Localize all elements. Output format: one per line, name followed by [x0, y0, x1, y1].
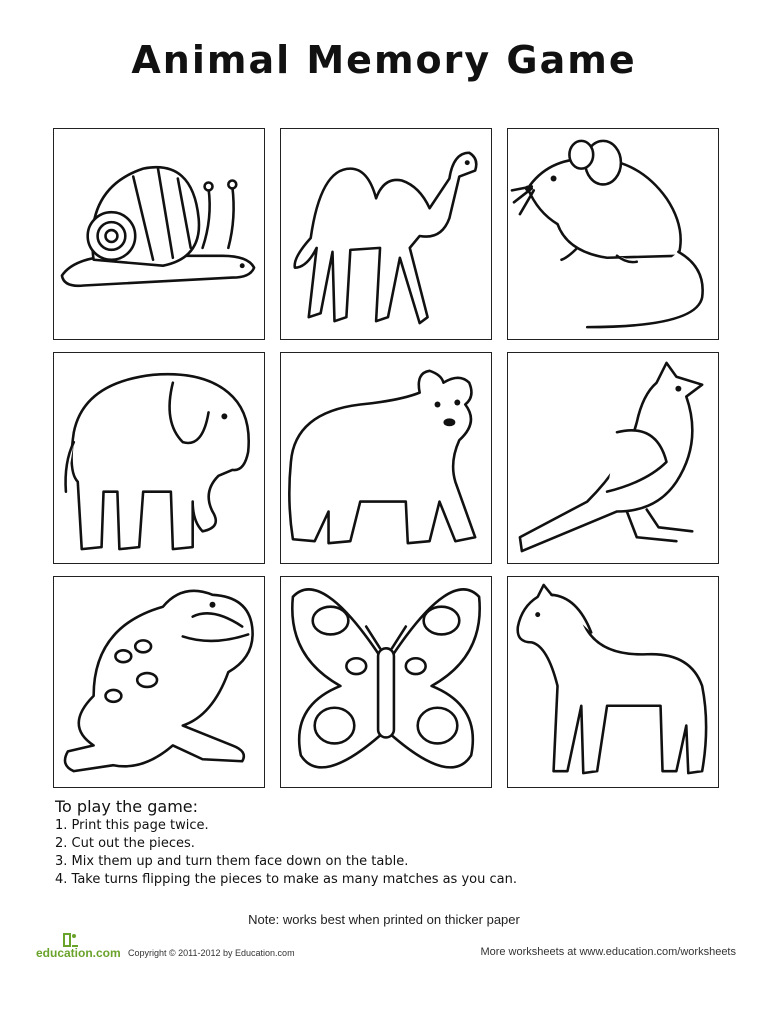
list-item: 2. Cut out the pieces. — [55, 836, 195, 851]
camel-icon — [281, 129, 491, 339]
card-butterfly[interactable] — [280, 576, 492, 788]
card-elephant[interactable] — [53, 352, 265, 564]
card-bear[interactable] — [280, 352, 492, 564]
butterfly-icon — [281, 577, 491, 787]
elephant-icon — [54, 353, 264, 563]
card-mouse[interactable] — [507, 128, 719, 340]
mouse-icon — [508, 129, 718, 339]
frog-icon — [54, 577, 264, 787]
card-camel[interactable] — [280, 128, 492, 340]
list-item: 4. Take turns flipping the pieces to make as many matches as you can. — [55, 872, 517, 887]
card-horse[interactable] — [507, 576, 719, 788]
bear-icon — [281, 353, 491, 563]
cardinal-icon — [508, 353, 718, 563]
list-item: 3. Mix them up and turn them face down on the table. — [55, 854, 409, 869]
card-grid — [53, 128, 719, 788]
instructions-heading: To play the game: — [55, 797, 199, 816]
card-cardinal[interactable] — [507, 352, 719, 564]
note: Note: works best when printed on thicker paper — [248, 912, 520, 927]
footer — [36, 938, 736, 968]
card-frog[interactable] — [53, 576, 265, 788]
brand-name[interactable]: education.com — [36, 946, 121, 960]
snail-icon — [54, 129, 264, 339]
horse-icon — [508, 577, 718, 787]
copyright: Copyright © 2011-2012 by Education.com — [128, 948, 295, 958]
more-worksheets-link[interactable]: More worksheets at www.education.com/worksheets — [480, 946, 736, 958]
instructions-list — [55, 817, 715, 889]
list-item: 1. Print this page twice. — [55, 818, 209, 833]
page-title: Animal Memory Game — [131, 38, 637, 82]
card-snail[interactable] — [53, 128, 265, 340]
instructions — [55, 798, 715, 889]
